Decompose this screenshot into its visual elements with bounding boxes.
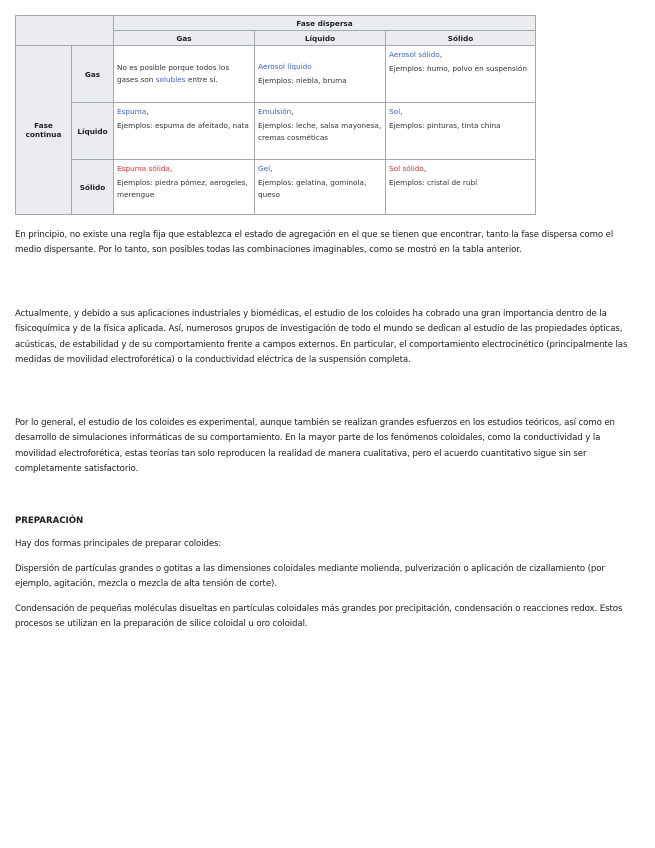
example-label: Ejemplos: <box>389 178 427 187</box>
suffix: , <box>423 164 427 173</box>
dispersed-phase-header: Fase dispersa <box>114 16 536 31</box>
paragraph-agregacion: En principio, no existe una regla fija que establezca el estado de agregación en el que se tienen que encontrar, tanto la fase dispersa como el medio dispersante. Por lo tanto, son posibles todas las combinaciones imaginables, como se mostró en la tabla anterior. <box>15 230 614 256</box>
cell-gas-solid <box>386 46 536 103</box>
example-label: Ejemplos: <box>117 178 155 187</box>
cell-solid-gas <box>114 160 255 215</box>
solid-aerosol-link[interactable]: Aerosol sólido <box>389 50 440 59</box>
example-text: niebla, bruma <box>295 76 347 85</box>
cell-solid-liquid <box>255 160 386 215</box>
col-header-liquid: Líquido <box>255 31 386 46</box>
continuous-phase-line1: Fase <box>34 121 53 130</box>
liquid-aerosol-link[interactable]: Aerosol líquido <box>258 62 312 71</box>
solubles-link[interactable]: solubles <box>155 75 186 84</box>
cell-text: entre sí. <box>185 75 218 84</box>
suffix: , <box>270 164 273 173</box>
paragraph-importancia: Actualmente, y debido a sus aplicaciones industriales y biomédicas, el estudio de los coloides ha cobrado una gran importancia dentro de la fisicoquímica y de la física aplicada. Así, numerosos grupos de investigación de todo el mundo se dedican al estudio de las propiedades ópticas, acústicas, de estabilidad y de su comportamiento frente a campos externos. En particular, el comportamiento electrocinético (principalmente las medidas de movilidad electroforética) o la conductividad eléctrica de la suspensión completa. <box>15 309 628 366</box>
suffix: , <box>291 107 294 116</box>
example-label: Ejemplos: <box>258 178 296 187</box>
col-header-solid: Sólido <box>386 31 536 46</box>
col-header-gas: Gas <box>114 31 255 46</box>
continuous-phase-header <box>16 46 72 215</box>
suffix: , <box>146 107 149 116</box>
paragraph-estudio: Por lo general, el estudio de los coloides es experimental, aunque también se realizan grandes esfuerzos en los estudios teóricos, así como en desarrollo de simulaciones informáticas de su comportamiento. En la mayor parte de los fenómenos coloidales, como la conductividad y la movilidad electroforética, estas teorías tan solo reproducen la realidad de manera cualitativa, pero el acuerdo cuantitativo sigue sin ser completamente satisfactorio. <box>15 418 615 475</box>
suffix: , <box>170 164 173 173</box>
sol-link[interactable]: Sol <box>389 107 401 116</box>
cell-gas-gas <box>114 46 255 103</box>
suffix: , <box>400 107 403 116</box>
paragraph-formas: Hay dos formas principales de preparar coloides: <box>15 539 222 549</box>
colloid-classification-table <box>15 15 536 215</box>
emulsion-link[interactable]: Emulsión <box>258 107 292 116</box>
solid-foam-link[interactable]: Espuma sólida <box>117 164 170 173</box>
example-text: humo, polvo en suspensión <box>426 64 527 73</box>
paragraph-dispersion: Dispersión de partículas grandes o gotitas a las dimensiones coloidales mediante molienda, pulverización o aplicación de cizallamiento (por ejemplo, agitación, mezcla o mezcla de alta tensión de corte). <box>15 564 605 590</box>
cell-text: No es posible porque todos los gases son <box>117 63 230 84</box>
cell-liquid-gas <box>114 103 255 160</box>
example-label: Ejemplos: <box>117 121 155 130</box>
row-header-gas: Gas <box>72 46 114 103</box>
row-header-liquid: Líquido <box>72 103 114 160</box>
example-label: Ejemplos: <box>389 121 427 130</box>
table-corner <box>16 16 114 46</box>
gel-link[interactable]: Gel <box>258 164 271 173</box>
paragraph-condensacion: Condensación de pequeñas moléculas disueltas en partículas coloidales más grandes por precipitación, condensación o reacciones redox. Estos procesos se utilizan en la preparación de sílice coloidal u oro coloidal. <box>15 604 623 630</box>
suffix: , <box>439 50 443 59</box>
example-label: Ejemplos: <box>258 76 296 85</box>
cell-liquid-liquid <box>255 103 386 160</box>
example-text: espuma de afeitado, nata <box>154 121 249 130</box>
cell-liquid-solid <box>386 103 536 160</box>
row-header-solid: Sólido <box>72 160 114 215</box>
example-text: piedra pómez, aerogeles, merengue <box>117 178 248 199</box>
example-text: gelatina, gominola, queso <box>258 178 367 199</box>
example-label: Ejemplos: <box>389 64 427 73</box>
example-text: cristal de rubí <box>426 178 478 187</box>
solid-sol-link[interactable]: Sol sólido <box>389 164 424 173</box>
continuous-phase-line2: continua <box>25 130 62 139</box>
colloid-table-crop <box>15 15 527 220</box>
section-heading-preparacion: PREPARACIÓN <box>15 516 84 526</box>
example-text: pinturas, tinta china <box>426 121 501 130</box>
example-label: Ejemplos: <box>258 121 296 130</box>
cell-solid-solid <box>386 160 536 215</box>
foam-link[interactable]: Espuma <box>117 107 147 116</box>
example-text: leche, salsa mayonesa, cremas cosméticas <box>258 121 382 142</box>
cell-gas-liquid <box>255 46 386 103</box>
